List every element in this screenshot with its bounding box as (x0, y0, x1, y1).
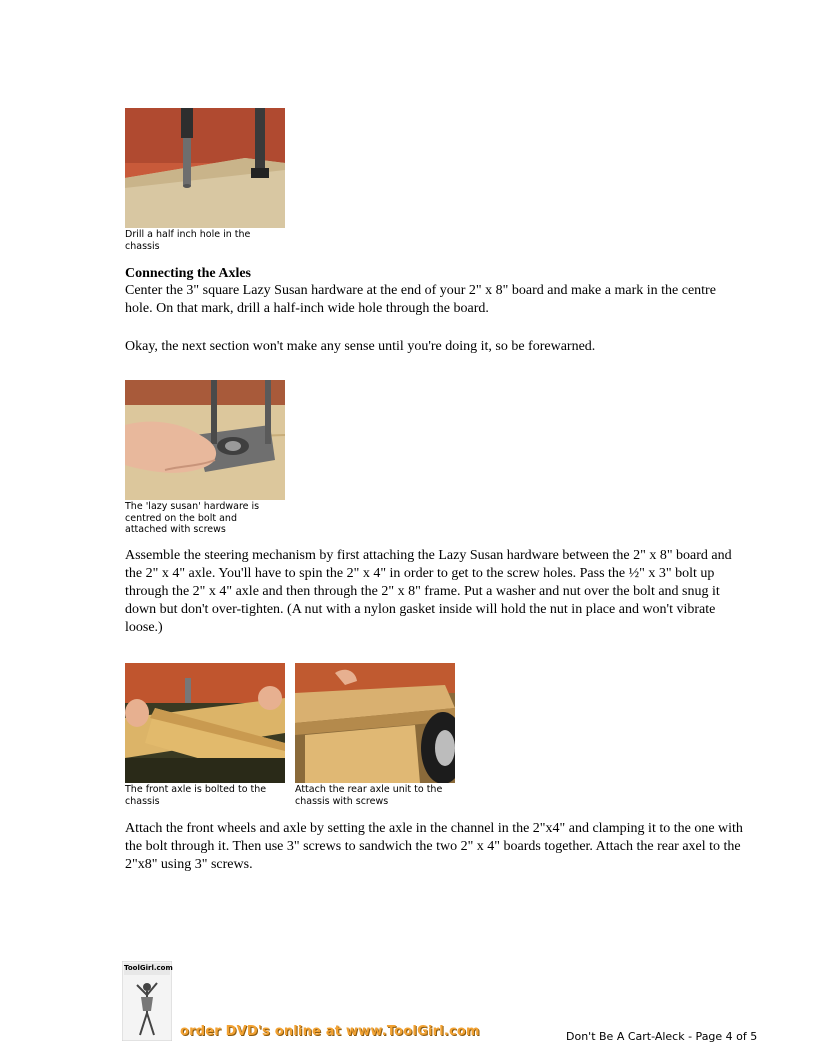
front-axle-caption: The front axle is bolted to the chassis (125, 784, 267, 807)
toolgirl-logo-text: ToolGirl.com (124, 964, 173, 972)
drill-hole-caption: Drill a half inch hole in the chassis (125, 229, 251, 252)
paragraph-1: Center the 3" square Lazy Susan hardware at the end of your 2" x 8" board and make a mark in the centre hole. On that mark, drill a half-inch wide hole through the board. (125, 283, 716, 316)
lazy-susan-caption: The 'lazy susan' hardware is centred on the bolt and attached with screws (125, 501, 260, 535)
lazy-susan-photo (125, 380, 285, 500)
rear-axle-photo (295, 663, 455, 783)
paragraph-4: Attach the front wheels and axle by setting the axle in the channel in the 2"x4" and clamping it to the one with the bolt through it. Then use 3" screws to sandwich the two 2" x 4" boards together. Attach the rear axel to the 2"x8" using 3" screws. (125, 821, 743, 872)
drill-hole-photo (125, 108, 285, 228)
section-heading: Connecting the Axles (125, 266, 251, 281)
paragraph-2: Okay, the next section won't make any sense until you're doing it, so be forewarned. (125, 339, 596, 354)
rear-axle-caption: Attach the rear axle unit to the chassis with screws (295, 784, 443, 807)
page-footer: Don't Be A Cart-Aleck - Page 4 of 5 (566, 1030, 758, 1043)
front-axle-photo (125, 663, 285, 783)
order-dvd-link[interactable]: order DVD's online at www.ToolGirl.com (180, 1024, 480, 1039)
paragraph-3: Assemble the steering mechanism by first attaching the Lazy Susan hardware between the 2" x 8" board and the 2" x 4" axle. You'll have to spin the 2" x 4" in order to get to the screw holes. Pass the ½" x 3" bolt up through the 2" x 4" axle and then through the 2" x 8" frame. Put a washer and nut over the bolt and snug it down but don't over-tighten. (A nut with a nylon gasket inside will hold the nut in place and won't vibrate loose.) (125, 548, 732, 635)
